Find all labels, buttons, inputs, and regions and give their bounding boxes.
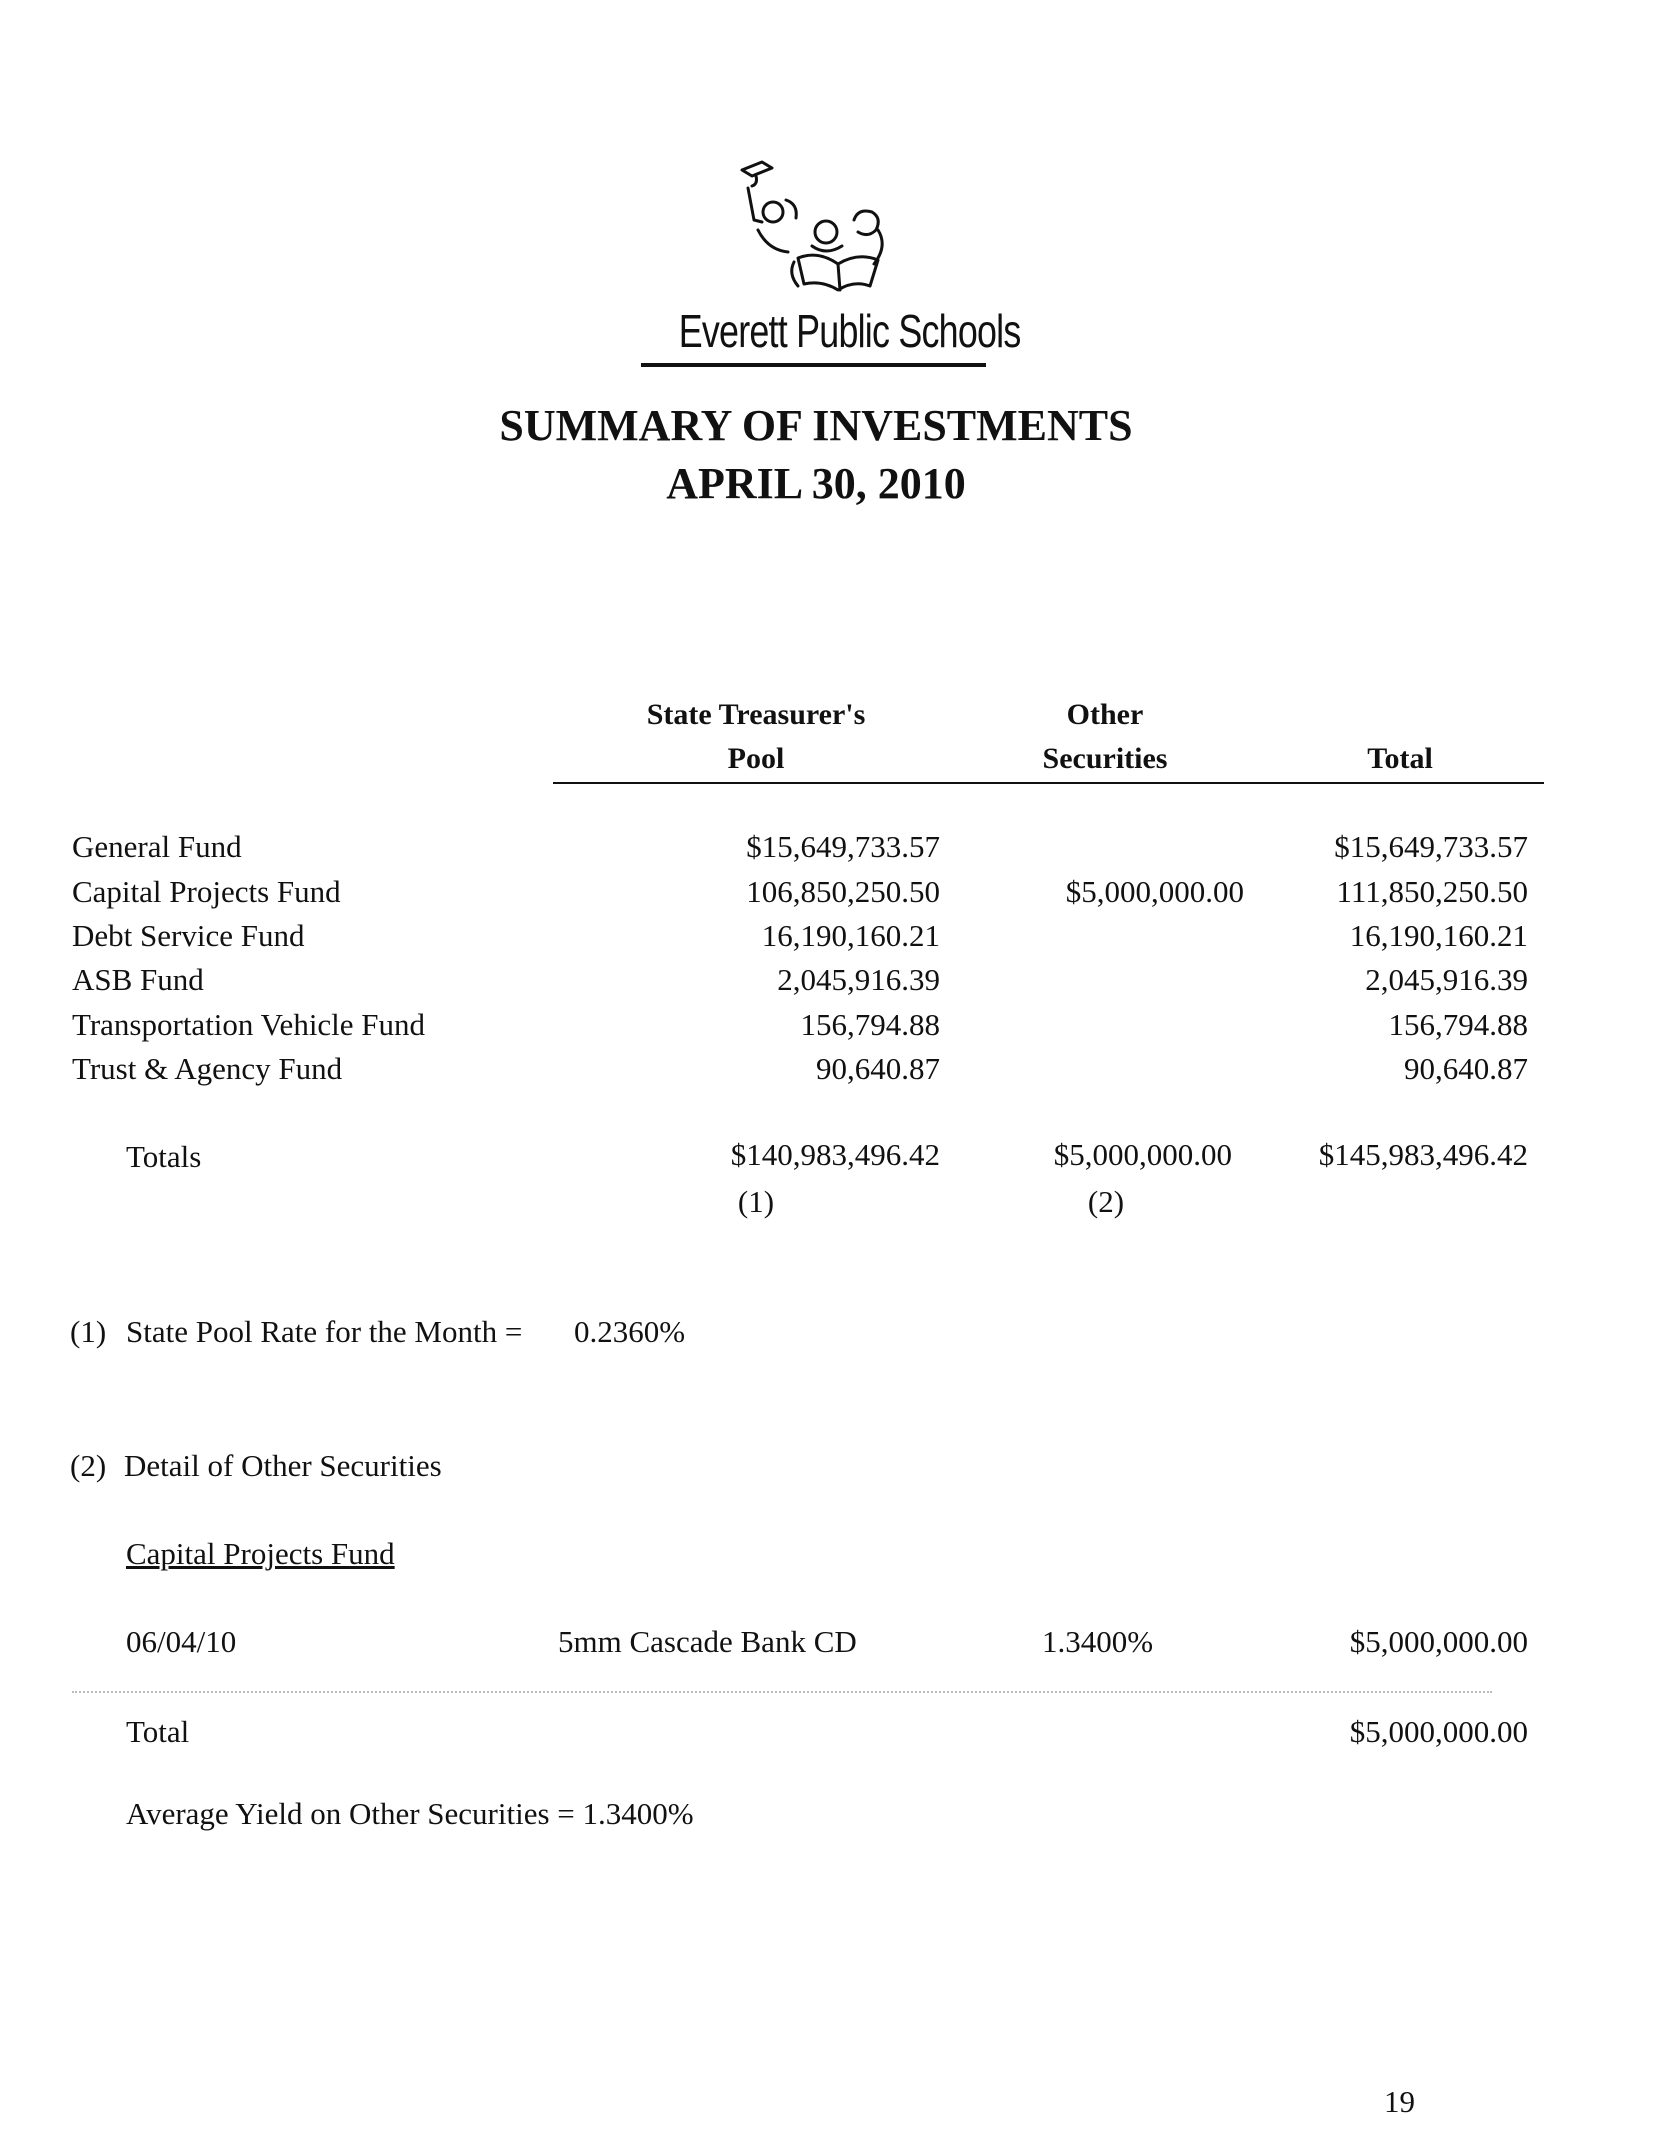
- fund-total-value: 16,190,160.21: [1349, 918, 1528, 953]
- report-date: APRIL 30, 2010: [666, 459, 966, 508]
- col-header-pool-line1: State Treasurer's: [646, 698, 866, 731]
- fund-pool-value: $15,649,733.57: [746, 829, 940, 864]
- fund-pool-value: 106,850,250.50: [746, 874, 940, 909]
- detail-fund-heading: Capital Projects Fund: [126, 1536, 395, 1571]
- fund-pool-value: 90,640.87: [816, 1051, 940, 1086]
- fund-name: Transportation Vehicle Fund: [72, 1007, 426, 1042]
- fund-name: Trust & Agency Fund: [72, 1051, 343, 1086]
- fund-total-value: 111,850,250.50: [1336, 874, 1528, 909]
- detail-total-amount: $5,000,000.00: [1349, 1714, 1528, 1749]
- note1-value: 0.2360%: [574, 1314, 686, 1349]
- district-logo: [728, 150, 908, 300]
- org-name-underline: [641, 363, 986, 367]
- fund-pool-value: 156,794.88: [800, 1007, 940, 1042]
- page-number: 19: [1384, 2084, 1415, 2119]
- totals-pool-value: $140,983,496.42: [730, 1137, 940, 1172]
- fund-name: General Fund: [72, 829, 242, 864]
- detail-total-label: Total: [126, 1714, 190, 1749]
- note2-text: Detail of Other Securities: [124, 1448, 442, 1483]
- header-rule: [553, 782, 1544, 784]
- fund-pool-value: 2,045,916.39: [777, 962, 940, 997]
- fund-total-value: $15,649,733.57: [1334, 829, 1528, 864]
- note1-text: State Pool Rate for the Month =: [126, 1314, 523, 1349]
- fund-total-value: 156,794.88: [1388, 1007, 1528, 1042]
- detail-amount: $5,000,000.00: [1349, 1624, 1528, 1659]
- detail-date: 06/04/10: [126, 1624, 237, 1659]
- fund-name: ASB Fund: [72, 962, 204, 997]
- detail-description: 5mm Cascade Bank CD: [558, 1624, 857, 1659]
- totals-label: Totals: [126, 1139, 202, 1174]
- org-name: Everett Public Schools: [678, 305, 1021, 357]
- totals-total-value: $145,983,496.42: [1318, 1137, 1528, 1172]
- average-yield-text: Average Yield on Other Securities = 1.3400%: [126, 1796, 694, 1831]
- col-header-other-line2: Securities: [1042, 742, 1168, 775]
- detail-rate: 1.3400%: [1042, 1624, 1154, 1659]
- col-header-other-line1: Other: [1066, 698, 1144, 731]
- col-header-pool-line2: Pool: [727, 742, 785, 775]
- note2-marker: (2): [70, 1448, 107, 1483]
- note1-marker: (1): [70, 1314, 107, 1349]
- fund-other-value: $5,000,000.00: [1065, 874, 1244, 909]
- fund-name: Capital Projects Fund: [72, 874, 341, 909]
- totals-pool-note-marker: (1): [737, 1184, 775, 1219]
- totals-other-note-marker: (2): [1087, 1184, 1125, 1219]
- fund-total-value: 90,640.87: [1404, 1051, 1528, 1086]
- fund-total-value: 2,045,916.39: [1365, 962, 1528, 997]
- dotted-divider: [72, 1691, 1492, 1693]
- page-title: SUMMARY OF INVESTMENTS: [499, 401, 1133, 450]
- fund-pool-value: 16,190,160.21: [761, 918, 940, 953]
- totals-other-value: $5,000,000.00: [1053, 1137, 1232, 1172]
- col-header-total: Total: [1367, 742, 1433, 775]
- fund-name: Debt Service Fund: [72, 918, 305, 953]
